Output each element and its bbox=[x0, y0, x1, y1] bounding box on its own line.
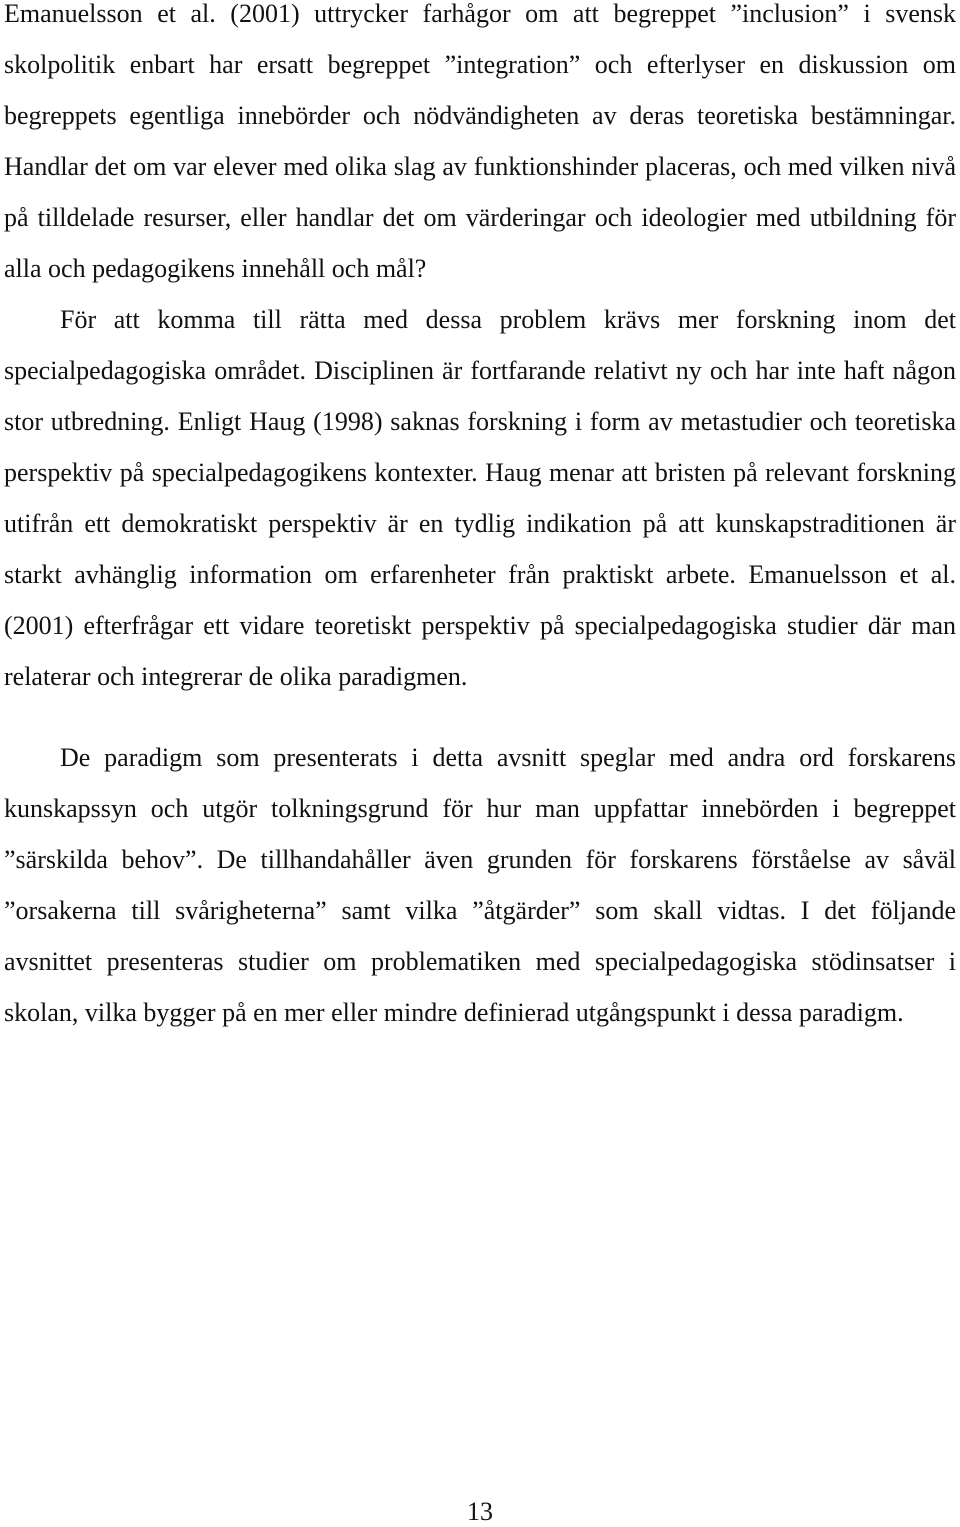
paragraph-3: De paradigm som presenterats i detta avsnitt speglar med andra ord forskarens kunskapssyn och utgör tolkningsgrund för hur man uppfattar innebörden i begreppet ”särskilda behov”. De tillhandahåller även grunden för forskarens förståelse av såväl ”orsakerna till svårigheterna” samt vilka ”åtgärder” som skall vidtas. I det följande avsnittet presenteras studier om problematiken med specialpedagogiska stödinsatser i skolan, vilka bygger på en mer eller mindre definierad utgångspunkt i dessa paradigm. bbox=[4, 743, 956, 1027]
paragraph-1: Emanuelsson et al. (2001) uttrycker farhågor om att begreppet ”inclusion” i svensk skolpolitik enbart har ersatt begreppet ”integration” och efterlyser en diskussion om begreppets egentliga innebörder och nödvändigheten av deras teoretiska bestämningar. Handlar det om var elever med olika slag av funktionshinder placeras, och med vilken nivå på tilldelade resurser, eller handlar det om värderingar och ideologier med utbildning för alla och pedagogikens innehåll och mål? bbox=[4, 0, 956, 283]
page-number: 13 bbox=[467, 1497, 493, 1526]
document-page bbox=[4, 0, 956, 1038]
paragraph-2: För att komma till rätta med dessa problem krävs mer forskning inom det specialpedagogiska området. Disciplinen är fortfarande relativt ny och har inte haft någon stor utbredning. Enligt Haug (1998) saknas forskning i form av metastudier och teoretiska perspektiv på specialpedagogikens kontexter. Haug menar att bristen på relevant forskning utifrån ett demokratiskt perspektiv är en tydlig indikation på att kunskapstraditionen är starkt avhänglig information om erfarenheter från praktiskt arbete. Emanuelsson et al. (2001) efterfrågar ett vidare teoretiskt perspektiv på specialpedagogiska studier där man relaterar och integrerar de olika paradigmen. bbox=[4, 305, 956, 691]
